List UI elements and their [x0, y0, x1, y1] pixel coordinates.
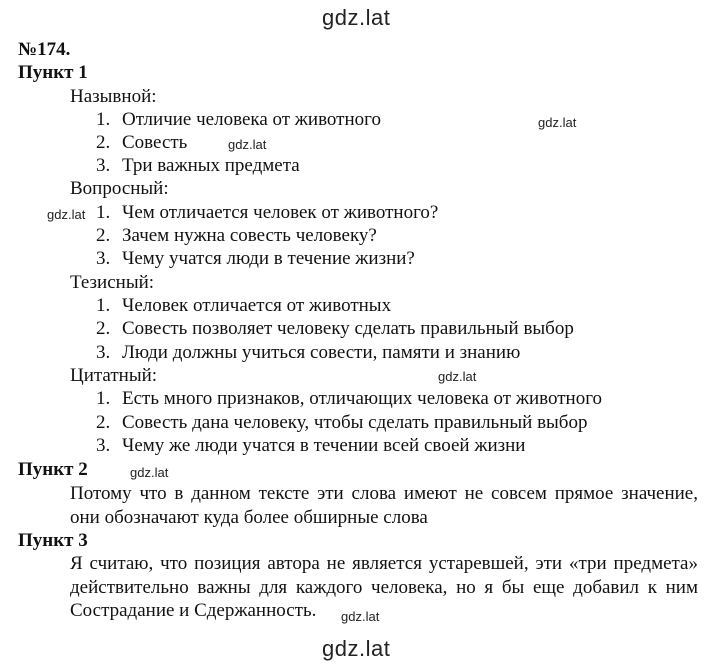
point-2-paragraph: Потому что в данном тексте эти слова имеют не совсем прямое значение, они обозначают куда более обширные слова	[70, 483, 698, 528]
point-1-title: Пункт 1	[18, 62, 88, 83]
point-2-title: Пункт 2	[18, 459, 88, 480]
list-item	[96, 434, 525, 457]
list-item-text: Чему же люди учатся в течении всей своей жизни	[122, 435, 526, 456]
watermark: gdz.lat	[130, 465, 169, 480]
list-item-text: Человек отличается от животных	[122, 295, 392, 316]
list-item-text: Совесть дана человеку, чтобы сделать правильный выбор	[122, 412, 588, 433]
list-item-text: Совесть	[122, 132, 188, 153]
watermark: gdz.lat	[538, 115, 577, 130]
list-number: 3.	[96, 435, 111, 456]
list-item	[96, 411, 587, 434]
watermark: gdz.lat	[228, 137, 267, 152]
watermark: gdz.lat	[438, 369, 477, 384]
list-item-text: Чем отличается человек от животного?	[122, 202, 439, 223]
plan-label-question: Вопросный:	[70, 178, 169, 199]
watermark: gdz.lat	[341, 609, 380, 624]
watermark: gdz.lat	[47, 207, 86, 222]
list-item	[96, 154, 300, 177]
list-item-text: Люди должны учиться совести, памяти и знанию	[122, 342, 521, 363]
list-item	[96, 317, 574, 340]
list-item-text: Есть много признаков, отличающих человека от животного	[122, 388, 603, 409]
list-item	[96, 201, 438, 224]
list-number: 3.	[96, 248, 111, 269]
list-item-text: Совесть позволяет человеку сделать правильный выбор	[122, 318, 574, 339]
list-number: 3.	[96, 342, 111, 363]
list-item-text: Чему учатся люди в течение жизни?	[122, 248, 415, 269]
plan-label-thesis: Тезисный:	[70, 272, 155, 293]
list-item	[96, 294, 391, 317]
list-number: 1.	[96, 109, 111, 130]
list-item	[96, 341, 520, 364]
point-3-title: Пункт 3	[18, 530, 88, 551]
list-number: 3.	[96, 155, 111, 176]
plan-label-nominal: Назывной:	[70, 86, 157, 107]
list-item-text: Зачем нужна совесть человеку?	[122, 225, 377, 246]
list-number: 2.	[96, 225, 111, 246]
task-number: №174.	[18, 39, 71, 60]
point-3-paragraph: Я считаю, что позиция автора не является устаревшей, эти «три предмета» действительно важны для каждого человека, но я бы еще добавил к ним Сострадание и Сдержанность.	[70, 553, 698, 621]
list-number: 1.	[96, 388, 111, 409]
list-number: 2.	[96, 412, 111, 433]
list-item	[96, 224, 377, 247]
list-number: 2.	[96, 318, 111, 339]
list-item-text: Отличие человека от животного	[122, 109, 381, 130]
watermark-bottom: gdz.lat	[322, 636, 391, 661]
list-number: 1.	[96, 295, 111, 316]
watermark-top: gdz.lat	[322, 5, 391, 30]
list-number: 2.	[96, 132, 111, 153]
list-item-text: Три важных предмета	[122, 155, 300, 176]
plan-label-quote: Цитатный:	[70, 365, 158, 386]
list-item	[96, 108, 381, 131]
list-item	[96, 387, 602, 410]
list-item	[96, 247, 415, 270]
list-number: 1.	[96, 202, 111, 223]
list-item	[96, 131, 187, 154]
